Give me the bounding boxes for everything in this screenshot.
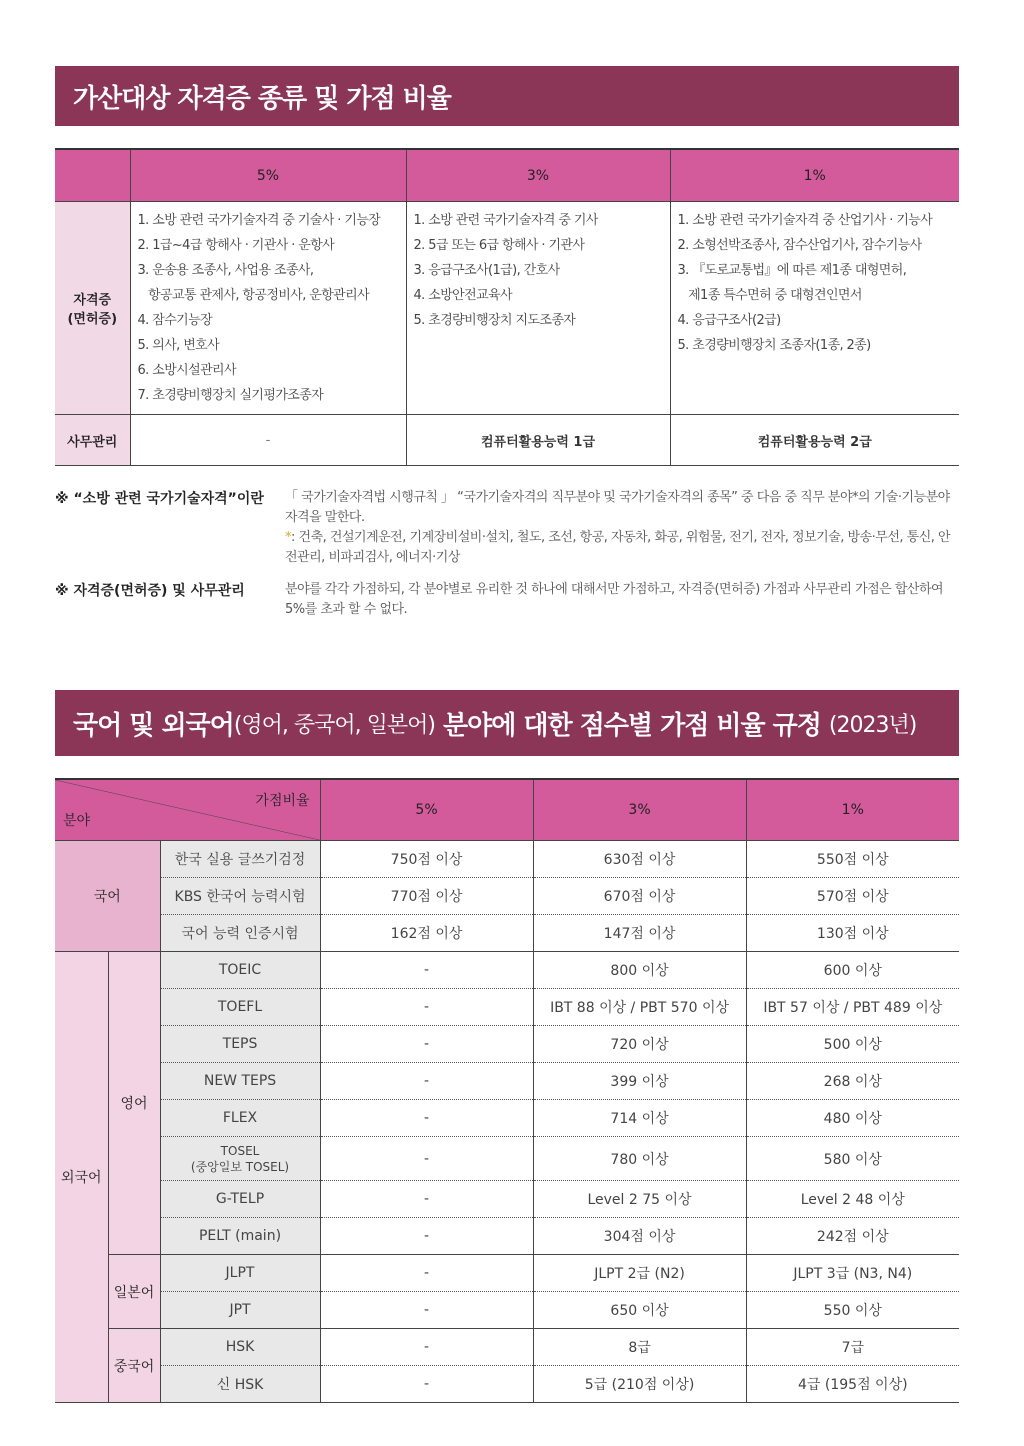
exam-name-cell [160, 1137, 320, 1181]
note1-star: * [285, 530, 291, 545]
value-1-cell: 7급 [746, 1329, 959, 1366]
license-col-5 [130, 202, 406, 415]
category-korean: 국어 [55, 841, 160, 952]
section2-title-thin: (영어, 중국어, 일본어) [233, 712, 435, 738]
table1-header-row [55, 149, 959, 202]
license-col3-line: 1. 소방 관련 국가기술자격 중 기사 [413, 213, 598, 228]
value-3-cell: 720 이상 [533, 1026, 746, 1063]
office-col-3: 컴퓨터활용능력 1급 [406, 415, 670, 466]
value-3-cell: 800 이상 [533, 952, 746, 989]
license-col5-line: 3. 운송용 조종사, 사업용 조종사, [137, 263, 314, 278]
value-3-cell: 147점 이상 [533, 915, 746, 952]
value-1-cell: JLPT 3급 (N3, N4) [746, 1255, 959, 1292]
note1-sub [285, 528, 959, 568]
note1-text: 「 국가기술자격법 시행규칙 」 “국가기술자격의 직무분야 및 국가기술자격의 종목” 중 다음 중 직무 분야*의 기술·기능분야 자격을 말한다. [285, 490, 950, 525]
note2-label: ※ 자격증(면허증) 및 사무관리 [55, 583, 245, 599]
value-5-cell: - [320, 1366, 533, 1403]
table-row [55, 1026, 959, 1063]
table-row [55, 1100, 959, 1137]
table-row [55, 1366, 959, 1403]
table-row [55, 915, 959, 952]
value-5-cell: - [320, 989, 533, 1026]
exam-name-cell: FLEX [160, 1100, 320, 1137]
license-col1-line: 3. 『도로교통법』에 따른 제1종 대형면허, [677, 263, 907, 278]
license-col1-line: 5. 초경량비행장치 조종자(1종, 2종) [677, 338, 871, 353]
table-row [55, 1329, 959, 1366]
value-5-cell: 162점 이상 [320, 915, 533, 952]
value-1-cell: 4급 (195점 이상) [746, 1366, 959, 1403]
table1-header-blank [55, 149, 130, 202]
exam-name-cell: TOEIC [160, 952, 320, 989]
note2-text: 분야를 각각 가점하되, 각 분야별로 유리한 것 하나에 대해서만 가점하고, 자격증(면허증) 가점과 사무관리 가점은 합산하여 5%를 초과 할 수 없다. [285, 582, 944, 617]
license-col-1 [670, 202, 959, 415]
license-col1-line: 2. 소형선박조종사, 잠수산업기사, 잠수기능사 [677, 238, 922, 253]
exam-name-cell: JPT [160, 1292, 320, 1329]
value-3-cell: 8급 [533, 1329, 746, 1366]
exam-name-cell: KBS 한국어 능력시험 [160, 878, 320, 915]
value-5-cell: 770점 이상 [320, 878, 533, 915]
value-3-cell: IBT 88 이상 / PBT 570 이상 [533, 989, 746, 1026]
value-5-cell: - [320, 1100, 533, 1137]
value-3-cell: JLPT 2급 (N2) [533, 1255, 746, 1292]
value-3-cell: 304점 이상 [533, 1218, 746, 1255]
value-5-cell: - [320, 1218, 533, 1255]
section2-title [55, 690, 959, 756]
office-col-1: 컴퓨터활용능력 2급 [670, 415, 959, 466]
table2-header-1: 1% [746, 779, 959, 841]
value-1-cell: 550 이상 [746, 1292, 959, 1329]
value-1-cell: 480 이상 [746, 1100, 959, 1137]
license-bonus-table [55, 148, 959, 466]
corner-diagonal [55, 780, 320, 840]
value-1-cell: IBT 57 이상 / PBT 489 이상 [746, 989, 959, 1026]
office-row [55, 415, 959, 466]
exam-name-cell: 한국 실용 글쓰기검정 [160, 841, 320, 878]
table-row [55, 952, 959, 989]
table-row [55, 1181, 959, 1218]
exam-name-cell: NEW TEPS [160, 1063, 320, 1100]
section1-title-text: 가산대상 자격증 종류 및 가점 비율 [73, 83, 451, 114]
table2-header-row [55, 779, 959, 841]
license-col5-line: 6. 소방시설관리사 [137, 363, 236, 378]
table2-corner-cell [55, 779, 320, 841]
license-col3-line: 2. 5급 또는 6급 항해사 · 기관사 [413, 238, 585, 253]
value-5-cell: - [320, 952, 533, 989]
table1-header-5: 5% [130, 149, 406, 202]
subcategory-japanese: 일본어 [108, 1255, 160, 1329]
exam-name-cell: HSK [160, 1329, 320, 1366]
license-col5-line: 4. 잠수기능장 [137, 313, 213, 328]
value-1-cell: 570점 이상 [746, 878, 959, 915]
section2-title-bold1: 국어 및 외국어 [73, 710, 234, 741]
corner-bottom-label: 분야 [63, 813, 91, 829]
table-row [55, 878, 959, 915]
value-1-cell: 550점 이상 [746, 841, 959, 878]
section2-title-bold2: 분야에 대한 점수별 가점 비율 규정 [434, 710, 821, 741]
subcategory-english: 영어 [108, 952, 160, 1255]
office-col-5: - [130, 415, 406, 466]
table1-header-1: 1% [670, 149, 959, 202]
value-1-cell: 580 이상 [746, 1137, 959, 1181]
value-1-cell: 600 이상 [746, 952, 959, 989]
value-5-cell: - [320, 1181, 533, 1218]
value-5-cell: - [320, 1329, 533, 1366]
exam-name-cell: TOEFL [160, 989, 320, 1026]
category-foreign: 외국어 [55, 952, 108, 1403]
license-col1-line: 1. 소방 관련 국가기술자격 중 산업기사 · 기능사 [677, 213, 933, 228]
license-col5-line: 항공교통 관제사, 항공정비사, 운항관리사 [137, 288, 370, 303]
license-label-line1: 자격증 [73, 293, 112, 308]
value-3-cell: 670점 이상 [533, 878, 746, 915]
note1-body [285, 488, 959, 568]
section1-title [55, 66, 959, 126]
exam-name-cell: JLPT [160, 1255, 320, 1292]
license-col5-line: 5. 의사, 변호사 [137, 338, 220, 353]
license-col3-line: 4. 소방안전교육사 [413, 288, 512, 303]
license-col1-line: 4. 응급구조사(2급) [677, 313, 781, 328]
value-3-cell: 650 이상 [533, 1292, 746, 1329]
exam-name-cell: TEPS [160, 1026, 320, 1063]
table2-header-3: 3% [533, 779, 746, 841]
language-score-table [55, 778, 959, 1403]
value-3-cell: 399 이상 [533, 1063, 746, 1100]
license-row-label [55, 202, 130, 415]
value-1-cell: 500 이상 [746, 1026, 959, 1063]
value-3-cell: 780 이상 [533, 1137, 746, 1181]
exam-name-cell: PELT (main) [160, 1218, 320, 1255]
exam-name-cell: 신 HSK [160, 1366, 320, 1403]
table1-header-3: 3% [406, 149, 670, 202]
license-label-line2: (면허증) [67, 312, 118, 327]
table-row [55, 1292, 959, 1329]
note1-sub-text: : 건축, 건설기계운전, 기계장비설비·설치, 철도, 조선, 항공, 자동차, 화공, 위험물, 전기, 전자, 정보기술, 방송·무선, 통신, 안전관리, 비파괴검사, 에너지·기상 [285, 530, 951, 565]
value-5-cell: - [320, 1137, 533, 1181]
value-5-cell: - [320, 1292, 533, 1329]
table-row [55, 1137, 959, 1181]
exam-name-cell: 국어 능력 인증시험 [160, 915, 320, 952]
license-col5-line: 2. 1급~4급 항해사 · 기관사 · 운항사 [137, 238, 335, 253]
value-3-cell: Level 2 75 이상 [533, 1181, 746, 1218]
value-3-cell: 5급 (210점 이상) [533, 1366, 746, 1403]
value-1-cell: 268 이상 [746, 1063, 959, 1100]
value-1-cell: 242점 이상 [746, 1218, 959, 1255]
table-row [55, 841, 959, 878]
office-row-label: 사무관리 [55, 415, 130, 466]
table-row [55, 1063, 959, 1100]
license-col5-line: 7. 초경량비행장치 실기평가조종자 [137, 388, 324, 403]
exam-name: TOSEL [220, 1143, 260, 1158]
value-5-cell: - [320, 1026, 533, 1063]
value-1-cell: 130점 이상 [746, 915, 959, 952]
exam-name-sub: (중앙일보 TOSEL) [190, 1159, 290, 1174]
note1-label: ※ “소방 관련 국가기술자격”이란 [55, 491, 264, 507]
license-col3-line: 3. 응급구조사(1급), 간호사 [413, 263, 560, 278]
value-3-cell: 714 이상 [533, 1100, 746, 1137]
license-col-3 [406, 202, 670, 415]
license-col1-line: 제1종 특수면허 중 대형견인면서 [677, 288, 862, 303]
table2-header-5: 5% [320, 779, 533, 841]
value-1-cell: Level 2 48 이상 [746, 1181, 959, 1218]
table-row [55, 1255, 959, 1292]
section2-title-year: (2023년) [828, 712, 917, 738]
value-5-cell: - [320, 1255, 533, 1292]
license-col3-line: 5. 초경량비행장치 지도조종자 [413, 313, 576, 328]
value-5-cell: - [320, 1063, 533, 1100]
license-row [55, 202, 959, 415]
subcategory-chinese: 중국어 [108, 1329, 160, 1403]
license-col5-line: 1. 소방 관련 국가기술자격 중 기술사 · 기능장 [137, 213, 381, 228]
exam-name-cell: G-TELP [160, 1181, 320, 1218]
value-3-cell: 630점 이상 [533, 841, 746, 878]
table-row [55, 989, 959, 1026]
value-5-cell: 750점 이상 [320, 841, 533, 878]
corner-top-label: 가점비율 [255, 793, 310, 809]
table-row [55, 1218, 959, 1255]
